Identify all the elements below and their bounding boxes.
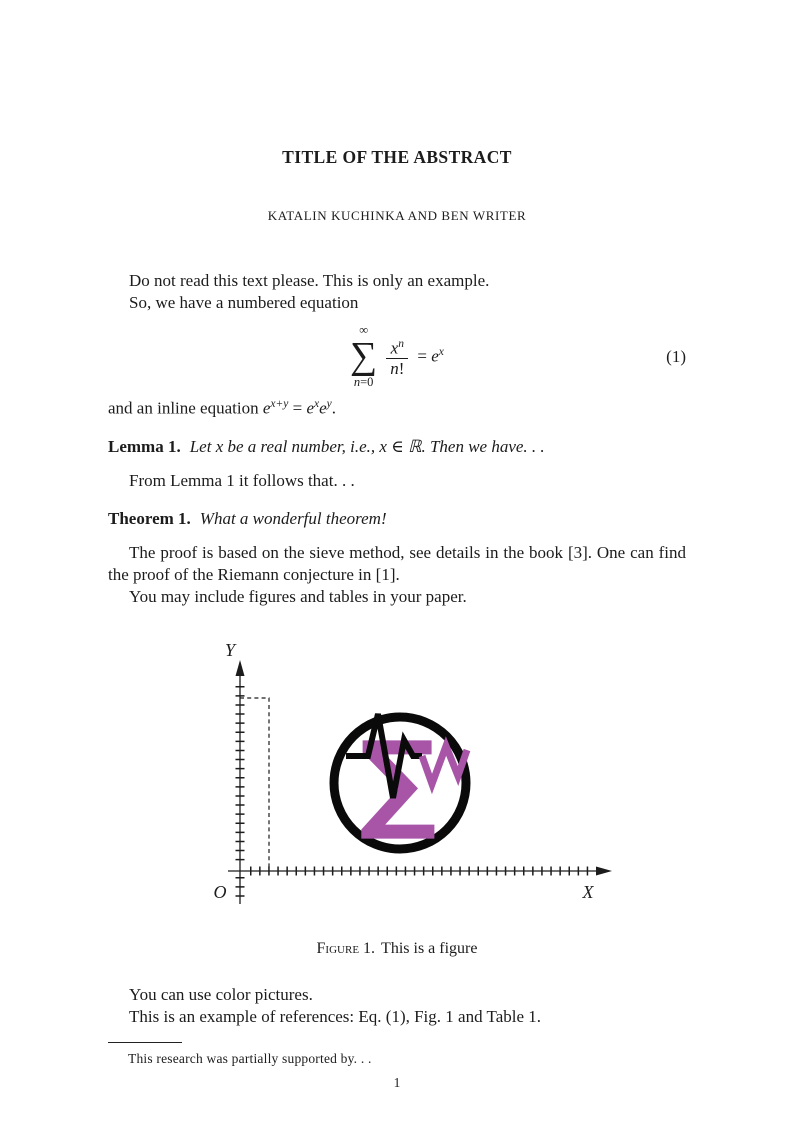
denominator-rest: ! bbox=[398, 358, 405, 378]
logo-sigma: ∑ bbox=[359, 718, 437, 844]
sum-upper-limit: ∞ bbox=[359, 323, 369, 337]
seminar-logo bbox=[334, 714, 467, 849]
inline-eq-e1-sup: x+y bbox=[270, 398, 289, 410]
footnote-rule bbox=[108, 1042, 182, 1043]
equals-sign: = bbox=[417, 346, 427, 366]
theorem-label: Theorem 1. bbox=[108, 508, 191, 528]
fraction-denominator bbox=[386, 358, 408, 378]
inline-equation-line bbox=[108, 393, 686, 420]
inline-eq-e3-sup: y bbox=[326, 398, 332, 410]
closing-line-1: You can use color pictures. bbox=[129, 984, 313, 1004]
inline-eq-e2-sup: x bbox=[314, 398, 320, 410]
fraction-numerator bbox=[387, 335, 408, 358]
page-number: 1 bbox=[393, 1074, 401, 1090]
inline-eq-e1: e bbox=[262, 398, 271, 418]
footnote-text: This research was partially supported by. . . bbox=[128, 1050, 372, 1066]
equation-number: (1) bbox=[666, 346, 686, 366]
figure-1 bbox=[108, 634, 686, 958]
paper-title: TITLE OF THE ABSTRACT bbox=[282, 147, 512, 167]
fraction bbox=[386, 335, 408, 378]
figure-caption-label: Figure 1. bbox=[316, 939, 376, 957]
x-axis-arrow-icon bbox=[596, 866, 612, 875]
inline-eq-equals: = bbox=[288, 398, 307, 418]
inline-eq-prefix: and an inline equation bbox=[108, 398, 263, 418]
lemma-1 bbox=[108, 436, 686, 458]
inline-eq-period: . bbox=[331, 398, 337, 418]
theorem-1 bbox=[108, 508, 686, 530]
closing-line-2: This is an example of references: Eq. (1), Fig. 1 and Table 1. bbox=[129, 1006, 542, 1026]
x-axis-label: X bbox=[582, 881, 594, 902]
sum-lower-limit bbox=[354, 376, 374, 389]
inline-eq-e2: e bbox=[306, 398, 314, 418]
inline-eq-e3: e bbox=[319, 398, 327, 418]
numerator-exponent: n bbox=[398, 338, 404, 351]
lemma-body: Let x be a real number, i.e., x ∈ ℝ. Then we have. . . bbox=[189, 436, 545, 456]
figures-note-line: You may include figures and tables in your paper. bbox=[129, 586, 467, 606]
sum-lower-var: n bbox=[353, 375, 361, 389]
proof-paragraph: The proof is based on the sieve method, see details in the book [3]. One can find the proof of the Riemann conjecture in [1]. bbox=[108, 542, 686, 584]
intro-line-1: Do not read this text please. This is only an example. bbox=[129, 271, 490, 290]
rhs-base: e bbox=[431, 346, 439, 366]
intro-paragraph bbox=[108, 270, 686, 314]
lemma-label: Lemma 1. bbox=[108, 436, 181, 456]
y-axis-label: Y bbox=[224, 639, 236, 660]
figure-caption-text: This is a figure bbox=[381, 939, 478, 957]
rhs-exponent: x bbox=[438, 346, 444, 359]
intro-line-2: So, we have a numbered equation bbox=[129, 293, 359, 312]
closing-paragraph bbox=[108, 984, 686, 1028]
sigma-symbol: ∑ bbox=[350, 335, 378, 377]
paper-authors: KATALIN KUCHINKA AND BEN WRITER bbox=[267, 208, 527, 223]
numerator-var: x bbox=[390, 338, 399, 358]
theorem-body: What a wonderful theorem! bbox=[199, 508, 387, 528]
numbered-equation bbox=[108, 324, 686, 389]
summation-operator bbox=[350, 324, 377, 389]
sum-lower-rest: =0 bbox=[360, 375, 374, 389]
y-axis-arrow-icon bbox=[236, 660, 245, 676]
equation-rhs bbox=[417, 346, 444, 367]
after-lemma-line: From Lemma 1 it follows that. . . bbox=[129, 470, 355, 490]
figure-1-plot bbox=[108, 634, 686, 919]
dashed-guides bbox=[240, 698, 269, 871]
origin-label: O bbox=[213, 881, 227, 902]
figure-caption bbox=[108, 940, 686, 958]
denominator-var: n bbox=[390, 358, 399, 378]
